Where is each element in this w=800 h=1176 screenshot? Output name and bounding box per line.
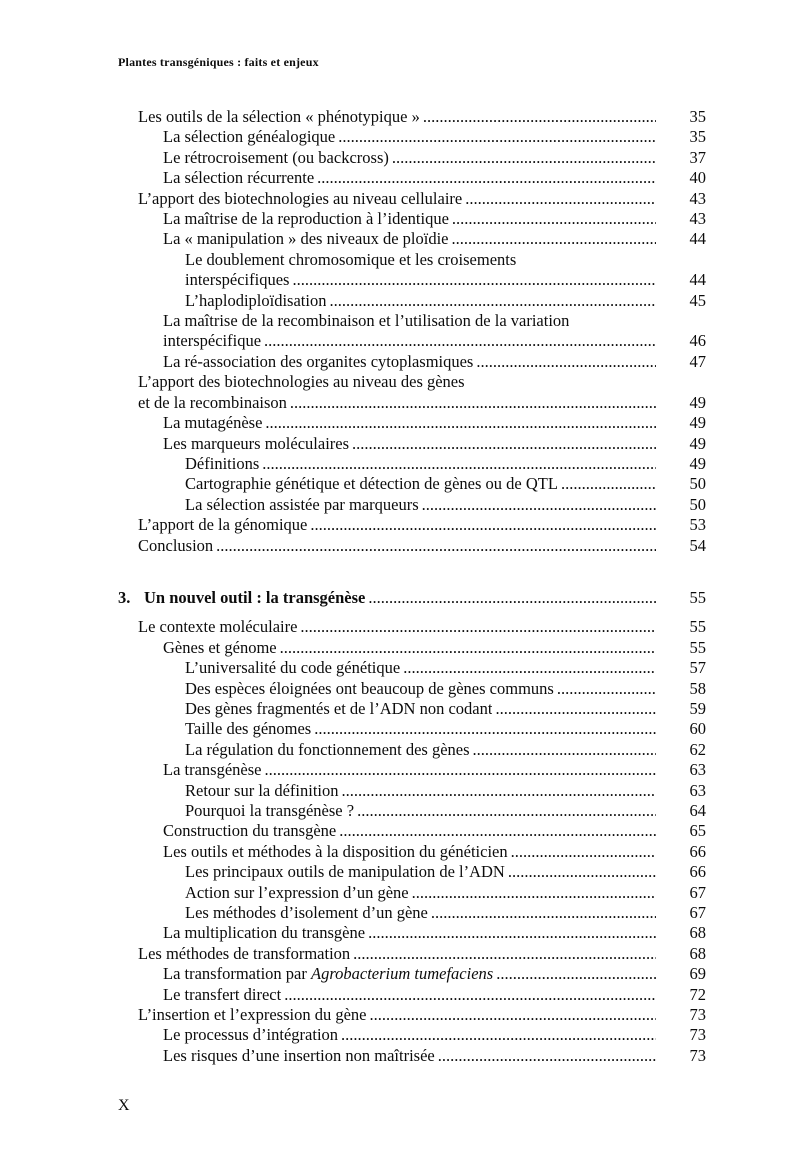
dot-leader [262, 760, 657, 780]
toc-entry-text: Cartographie génétique et détection de gènes ou de QTL [185, 474, 558, 494]
toc-entry-page: 46 [689, 331, 706, 351]
dot-leader [365, 588, 656, 608]
dot-leader [354, 801, 656, 821]
toc-entry-page: 40 [689, 168, 706, 188]
toc-entry-text: La « manipulation » des niveaux de ploïdie [163, 229, 449, 249]
dot-leader [326, 291, 656, 311]
toc-entry [118, 821, 706, 841]
toc-entry-page: 67 [689, 903, 706, 923]
toc-entry [118, 372, 706, 392]
dot-leader [389, 148, 656, 168]
toc-entry-text: L’haplodiploïdisation [185, 290, 327, 310]
dot-leader [448, 229, 656, 249]
toc-entry [118, 352, 706, 372]
dot-leader [213, 536, 656, 556]
toc-entry-text: Un nouvel outil : la transgénèse [144, 587, 366, 607]
toc-entry-text: Les outils et méthodes à la disposition du généticien [163, 841, 508, 861]
toc-entry-text: L’apport des biotechnologies au niveau des gènes [138, 372, 465, 392]
toc-entry-text: La sélection généalogique [163, 127, 336, 147]
toc-entry [118, 903, 706, 923]
toc-entry-text-italic: Agrobacterium tumefaciens [310, 964, 494, 984]
toc-entry [118, 148, 706, 168]
toc-entry-text: Le rétrocroisement (ou backcross) [163, 147, 389, 167]
toc-entry-text: interspécifique [163, 331, 262, 351]
dot-leader [492, 699, 656, 719]
toc-entry-text: et de la recombinaison [138, 392, 287, 412]
toc-entry-page: 43 [689, 188, 706, 208]
toc-entry-page: 47 [689, 351, 706, 371]
toc-entry-text: Des gènes fragmentés et de l’ADN non codant [185, 698, 493, 718]
toc-entry-page: 73 [689, 1005, 706, 1025]
toc-entry [118, 209, 706, 229]
dot-leader [350, 944, 656, 964]
toc-entry [118, 127, 706, 147]
toc-entry-text: La transgénèse [163, 760, 262, 780]
dot-leader [508, 842, 656, 862]
toc-entry-page: 44 [689, 270, 706, 290]
dot-leader [335, 127, 656, 147]
toc-entry-text: Construction du transgène [163, 821, 337, 841]
toc-entry [118, 270, 706, 290]
toc-entry [118, 474, 706, 494]
dot-leader [470, 740, 656, 760]
toc-entry-text: Le transfert direct [163, 984, 282, 1004]
toc-entry-page: 62 [689, 739, 706, 759]
toc-entry [118, 944, 706, 964]
toc-entry [118, 842, 706, 862]
toc-entry-text: La régulation du fonctionnement des gènes [185, 739, 470, 759]
toc-entry-page: 57 [689, 658, 706, 678]
dot-leader [505, 862, 656, 882]
toc-entry-page: 54 [689, 535, 706, 555]
toc-entry-text: Retour sur la définition [185, 780, 339, 800]
toc-entry-page: 55 [689, 637, 706, 657]
toc-entry [118, 454, 706, 474]
dot-leader [420, 107, 656, 127]
toc-entry-page: 66 [689, 862, 706, 882]
toc-list [118, 107, 706, 1066]
toc-entry [118, 760, 706, 780]
toc-entry-page: 49 [689, 453, 706, 473]
dot-leader [493, 964, 656, 984]
toc-entry-text: La multiplication du transgène [163, 923, 366, 943]
toc-entry-page: 44 [689, 229, 706, 249]
toc-entry [118, 107, 706, 127]
toc-entry-text: L’apport de la génomique [138, 515, 308, 535]
toc-entry-page: 63 [689, 760, 706, 780]
toc-entry [118, 536, 706, 556]
toc-entry-text: La sélection assistée par marqueurs [185, 494, 419, 514]
toc-entry-page: 68 [689, 923, 706, 943]
dot-leader [419, 495, 656, 515]
toc-entry-text: Les outils de la sélection « phénotypique » [138, 107, 420, 126]
page-number: X [118, 1097, 130, 1114]
toc-entry [118, 229, 706, 249]
toc-entry-page: 45 [689, 290, 706, 310]
dot-leader [435, 1046, 656, 1066]
toc-entry [118, 719, 706, 739]
dot-leader [277, 638, 656, 658]
dot-leader [287, 393, 656, 413]
dot-leader [311, 719, 656, 739]
toc-entry-text: Définitions [185, 453, 260, 473]
dot-leader [365, 923, 656, 943]
toc-entry [118, 781, 706, 801]
toc-entry [118, 617, 706, 637]
toc-entry-text: L’universalité du code génétique [185, 658, 401, 678]
toc-entry [118, 1005, 706, 1025]
toc-entry-text: Les marqueurs moléculaires [163, 433, 350, 453]
toc-entry-page: 68 [689, 943, 706, 963]
toc-entry-page: 65 [689, 821, 706, 841]
running-header: Plantes transgéniques : faits et enjeux [118, 55, 319, 69]
dot-leader [462, 189, 656, 209]
toc-entry-text: La mutagénèse [163, 413, 263, 433]
toc-entry-page: 59 [689, 698, 706, 718]
toc-entry [118, 658, 706, 678]
toc-entry-text: Le processus d’intégration [163, 1025, 339, 1045]
toc-entry [118, 964, 706, 984]
dot-leader [449, 209, 656, 229]
dot-leader [473, 352, 656, 372]
toc-entry-page: 55 [689, 587, 706, 607]
toc-entry-page: 64 [689, 801, 706, 820]
toc-entry-page: 73 [689, 1045, 706, 1065]
toc-entry-page: 73 [689, 1025, 706, 1045]
toc-entry-text: Le contexte moléculaire [138, 617, 298, 637]
toc-entry-text: Gènes et génome [163, 637, 277, 657]
dot-leader [307, 515, 656, 535]
toc-entry-text: interspécifiques [185, 270, 290, 290]
toc-entry [118, 862, 706, 882]
toc-entry-text: Des espèces éloignées ont beaucoup de gènes communs [185, 678, 554, 698]
toc-entry-text: Action sur l’expression d’un gène [185, 882, 409, 902]
dot-leader [336, 821, 656, 841]
toc-entry [118, 1025, 706, 1045]
toc-entry-text: Les risques d’une insertion non maîtrisée [163, 1045, 435, 1065]
toc-entry-page: 35 [689, 107, 706, 126]
dot-leader [400, 658, 656, 678]
toc-entry-page: 49 [689, 413, 706, 433]
toc-entry-page: 55 [689, 617, 706, 637]
toc-chapter-entry [118, 588, 706, 608]
toc-entry [118, 434, 706, 454]
toc-entry-page: 50 [689, 494, 706, 514]
toc-entry [118, 985, 706, 1005]
toc-entry [118, 515, 706, 535]
toc-entry-page: 53 [689, 515, 706, 535]
toc-entry-page: 35 [689, 127, 706, 147]
toc-entry [118, 679, 706, 699]
toc-entry [118, 801, 706, 821]
chapter-number: 3. [118, 587, 131, 607]
toc-entry-text: La maîtrise de la recombinaison et l’utilisation de la variation [163, 311, 570, 331]
toc-entry [118, 168, 706, 188]
toc-entry [118, 1046, 706, 1066]
dot-leader [314, 168, 656, 188]
toc-entry-page: 50 [689, 474, 706, 494]
toc-entry [118, 883, 706, 903]
toc-entry-text: Le doublement chromosomique et les croisements [185, 249, 517, 269]
toc-entry [118, 699, 706, 719]
toc-entry-text: L’apport des biotechnologies au niveau cellulaire [138, 188, 463, 208]
toc-entry-text: Les principaux outils de manipulation de l’ADN [185, 862, 505, 882]
toc-entry-page: 37 [689, 147, 706, 167]
toc-entry-page: 49 [689, 433, 706, 453]
dot-leader [349, 434, 656, 454]
toc-entry [118, 413, 706, 433]
toc-entry [118, 311, 706, 331]
dot-leader [367, 1005, 656, 1025]
toc-entry-text: Les méthodes d’isolement d’un gène [185, 903, 428, 923]
toc-entry-page: 58 [689, 678, 706, 698]
dot-leader [281, 985, 656, 1005]
dot-leader [297, 617, 656, 637]
dot-leader [261, 331, 656, 351]
toc-entry-page: 63 [689, 780, 706, 800]
toc-entry-page: 60 [689, 719, 706, 739]
toc-entry [118, 740, 706, 760]
toc-entry-page: 72 [689, 984, 706, 1004]
toc-entry-text: La transformation par Agrobacterium tumefaciens [163, 964, 494, 984]
toc-entry [118, 331, 706, 351]
dot-leader [554, 679, 656, 699]
dot-leader [409, 883, 656, 903]
toc-entry-text: La sélection récurrente [163, 168, 315, 188]
toc-entry-text: L’insertion et l’expression du gène [138, 1005, 367, 1025]
toc-entry-text: La ré-association des organites cytoplasmiques [163, 351, 474, 371]
dot-leader [428, 903, 656, 923]
toc-entry [118, 189, 706, 209]
toc-entry-page: 43 [689, 209, 706, 229]
toc-entry-text: Taille des génomes [185, 719, 312, 739]
toc-entry [118, 495, 706, 515]
dot-leader [339, 781, 656, 801]
toc-entry-text: Les méthodes de transformation [138, 943, 351, 963]
toc-entry-text: La maîtrise de la reproduction à l’identique [163, 209, 449, 229]
toc-entry [118, 393, 706, 413]
dot-leader [259, 454, 656, 474]
toc-entry [118, 250, 706, 270]
dot-leader [338, 1025, 656, 1045]
toc-entry-page: 67 [689, 882, 706, 902]
toc-entry-page: 49 [689, 392, 706, 412]
toc-entry-page: 69 [689, 964, 706, 984]
dot-leader [558, 474, 656, 494]
dot-leader [289, 270, 656, 290]
toc-entry [118, 923, 706, 943]
dot-leader [262, 413, 656, 433]
toc-entry-text: Pourquoi la transgénèse ? [185, 801, 355, 820]
toc-entry [118, 291, 706, 311]
toc-entry-text: Conclusion [138, 535, 214, 555]
toc-entry [118, 638, 706, 658]
toc-entry-page: 66 [689, 841, 706, 861]
